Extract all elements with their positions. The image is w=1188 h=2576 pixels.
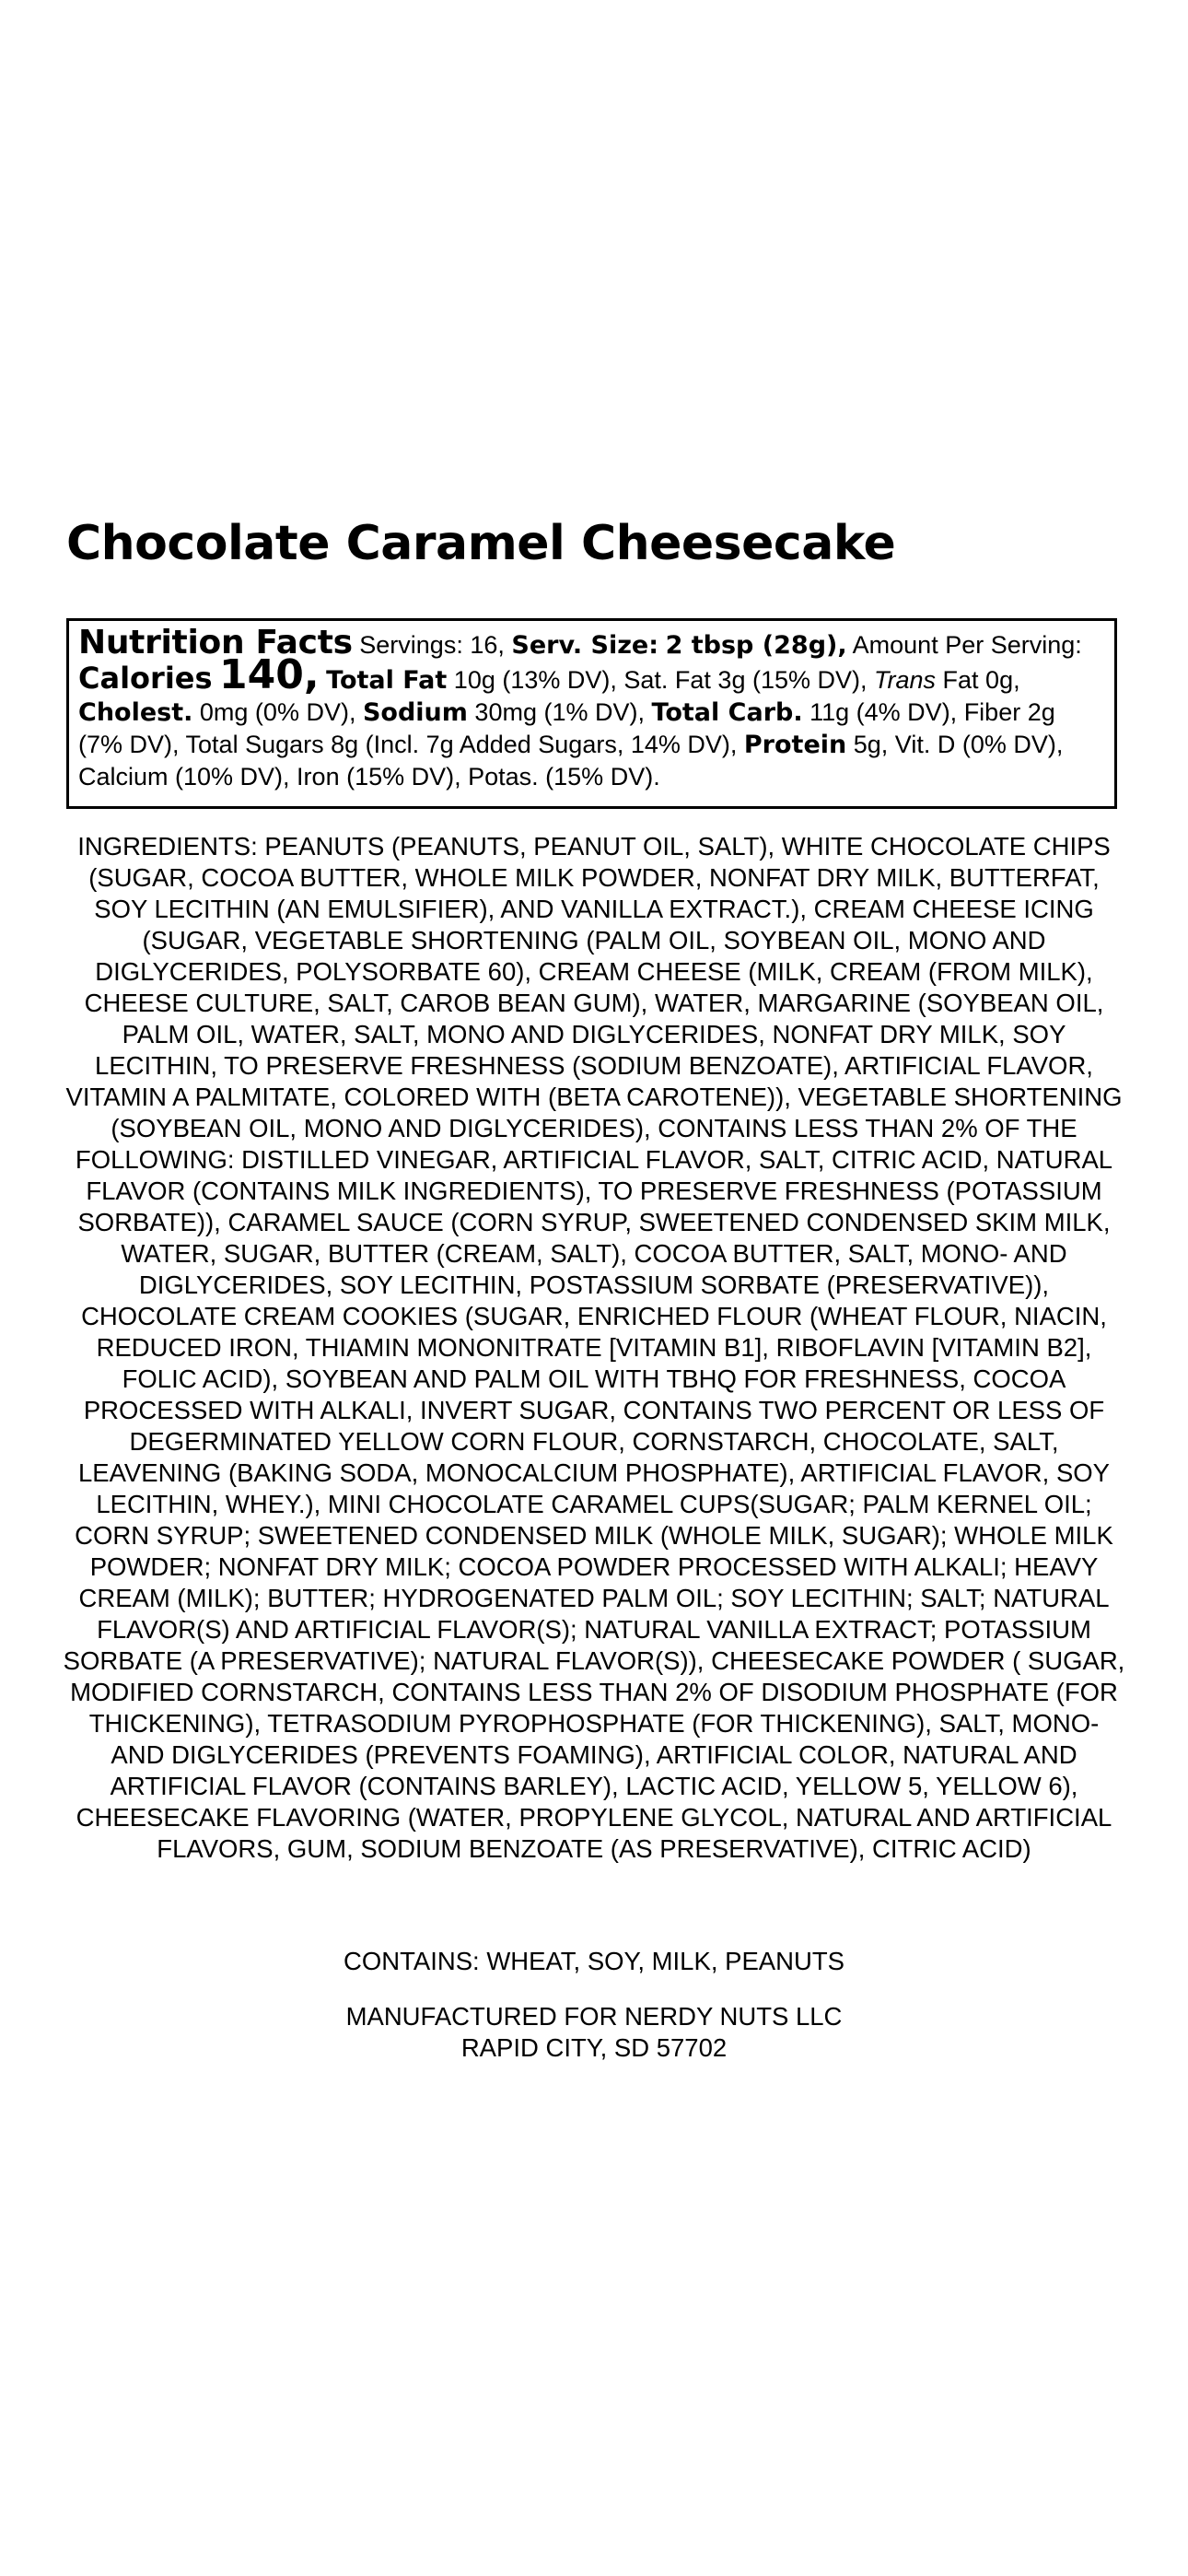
manufacturer-address: RAPID CITY, SD 57702	[460, 2033, 728, 2062]
cholesterol-value: 0mg (0% DV),	[199, 698, 356, 726]
sodium-label: Sodium	[362, 698, 468, 727]
total-fat-value: 10g (13% DV), Sat. Fat 3g (15% DV),	[453, 666, 868, 694]
ingredients-text: INGREDIENTS: PEANUTS (PEANUTS, PEANUT OIL, SALT), WHITE CHOCOLATE CHIPS (SUGAR, COCOA BUTTER, WHOLE MILK POWDER, NONFAT DRY MILK, BUTTERFAT, SOY LECITHIN (AN EMULSIFIER), AND VANILLA EXTRACT.), CREAM CHEESE ICING (SUGAR, VEGETABLE SHORTENING (PALM OIL, SOYBEAN OIL, MONO AND DIGLYCERIDES, POLYSORBATE 60), CREAM CHEESE (MILK, CREAM (FROM MILK), CHEESE CULTURE, SALT, CAROB BEAN GUM), WATER, MARGARINE (SOYBEAN OIL, PALM OIL, WATER, SALT, MONO AND DIGLYCERIDES, NONFAT DRY MILK, SOY LECITHIN, TO PRESERVE FRESHNESS (SODIUM BENZOATE), ARTIFICIAL FLAVOR, VITAMIN A PALMITATE, COLORED WITH (BETA CAROTENE)), VEGETABLE SHORTENING (SOYBEAN OIL, MONO AND DIGLYCERIDES), CONTAINS LESS THAN 2% OF THE FOLLOWING: DISTILLED VINEGAR, ARTIFICIAL FLAVOR, SALT, CITRIC ACID, NATURAL FLAVOR (CONTAINS MILK INGREDIENTS), TO PRESERVE FRESHNESS (POTASSIUM SORBATE)), CARAMEL SAUCE (CORN SYRUP, SWEETENED CONDENSED SKIM MILK, WATER, SUGAR, BUTTER (CREAM, SALT), COCOA BUTTER, SALT, MONO- AND DIGLYCERIDES, SOY LECITHIN, POSTASSIUM SORBATE (PRESERVATIVE)), CHOCOLATE CREAM COOKIES (SUGAR, ENRICHED FLOUR (WHEAT FLOUR, NIACIN, REDUCED IRON, THIAMIN MONONITRATE [VITAMIN B1], RIBOFLAVIN [VITAMIN B2], FOLIC ACID), SOYBEAN AND PALM OIL WITH TBHQ FOR FRESHNESS, COCOA PROCESSED WITH ALKALI, INVERT SUGAR, CONTAINS TWO PERCENT OR LESS OF DEGERMINATED YELLOW CORN FLOUR, CORNSTARCH, CHOCOLATE, SALT, LEAVENING (BAKING SODA, MONOCALCIUM PHOSPHATE), ARTIFICIAL FLAVOR, SOY LECITHIN, WHEY.), MINI CHOCOLATE CARAMEL CUPS(SUGAR; PALM KERNEL OIL; CORN SYRUP; SWEETENED CONDENSED MILK (WHOLE MILK, SUGAR); WHOLE MILK POWDER; NONFAT DRY MILK; COCOA POWDER PROCESSED WITH ALKALI; HEAVY CREAM (MILK); BUTTER; HYDROGENATED PALM OIL; SOY LECITHIN; SALT; NATURAL FLAVOR(S) AND ARTIFICIAL FLAVOR(S); NATURAL VANILLA EXTRACT; POTASSIUM SORBATE (A PRESERVATIVE); NATURAL FLAVOR(S)), CHEESECAKE POWDER ( SUGAR, MODIFIED CORNSTARCH, CONTAINS LESS THAN 2% OF DISODIUM PHOSPHATE (FOR THICKENING), TETRASODIUM PYROPHOSPHATE (FOR THICKENING), SALT, MONO- AND DIGLYCERIDES (PREVENTS FOAMING), ARTIFICIAL COLOR, NATURAL AND ARTIFICIAL FLAVOR (CONTAINS BARLEY), LACTIC ACID, YELLOW 5, YELLOW 6), CHEESECAKE FLAVORING (WATER, PROPYLENE GLYCOL, NATURAL AND ARTIFICIAL FLAVORS, GUM, SODIUM BENZOATE (AS PRESERVATIVE), CITRIC ACID)	[63, 832, 1125, 1863]
protein-value: 5g, Vit. D (0% DV), Calcium (10% DV), Iron (15% DV), Potas. (15% DV).	[78, 731, 1064, 790]
serving-size-label: Serv. Size:	[511, 631, 659, 660]
trans-fat-label: Trans	[874, 666, 937, 694]
calories-label: Calories	[78, 661, 213, 696]
calories-value: 140,	[219, 651, 320, 698]
total-carb-value: 11g (4% DV), Fiber 2g (7% DV), Total Sugars 8g (Incl. 7g Added Sugars, 14% DV),	[78, 698, 1055, 758]
sodium-value: 30mg (1% DV),	[474, 698, 645, 726]
manufacturer-name: MANUFACTURED FOR NERDY NUTS LLC	[345, 2002, 843, 2031]
total-fat-label: Total Fat	[326, 666, 448, 695]
trans-fat-value: Fat 0g,	[942, 666, 1020, 694]
total-carb-label: Total Carb.	[651, 698, 803, 727]
allergen-statement: CONTAINS: WHEAT, SOY, MILK, PEANUTS	[344, 1947, 844, 1975]
serving-size-value: 2 tbsp (28g),	[665, 631, 847, 660]
nutrition-facts-box	[66, 618, 1117, 809]
servings-text: Servings: 16,	[359, 631, 505, 659]
cholesterol-label: Cholest.	[78, 698, 193, 727]
protein-label: Protein	[743, 731, 847, 759]
product-title: Chocolate Caramel Cheesecake	[66, 516, 896, 571]
nutrition-facts-heading: Nutrition Facts	[78, 624, 353, 662]
amount-per-serving-text: Amount Per Serving:	[852, 631, 1082, 659]
manufacturer-info	[63, 2001, 1125, 2064]
